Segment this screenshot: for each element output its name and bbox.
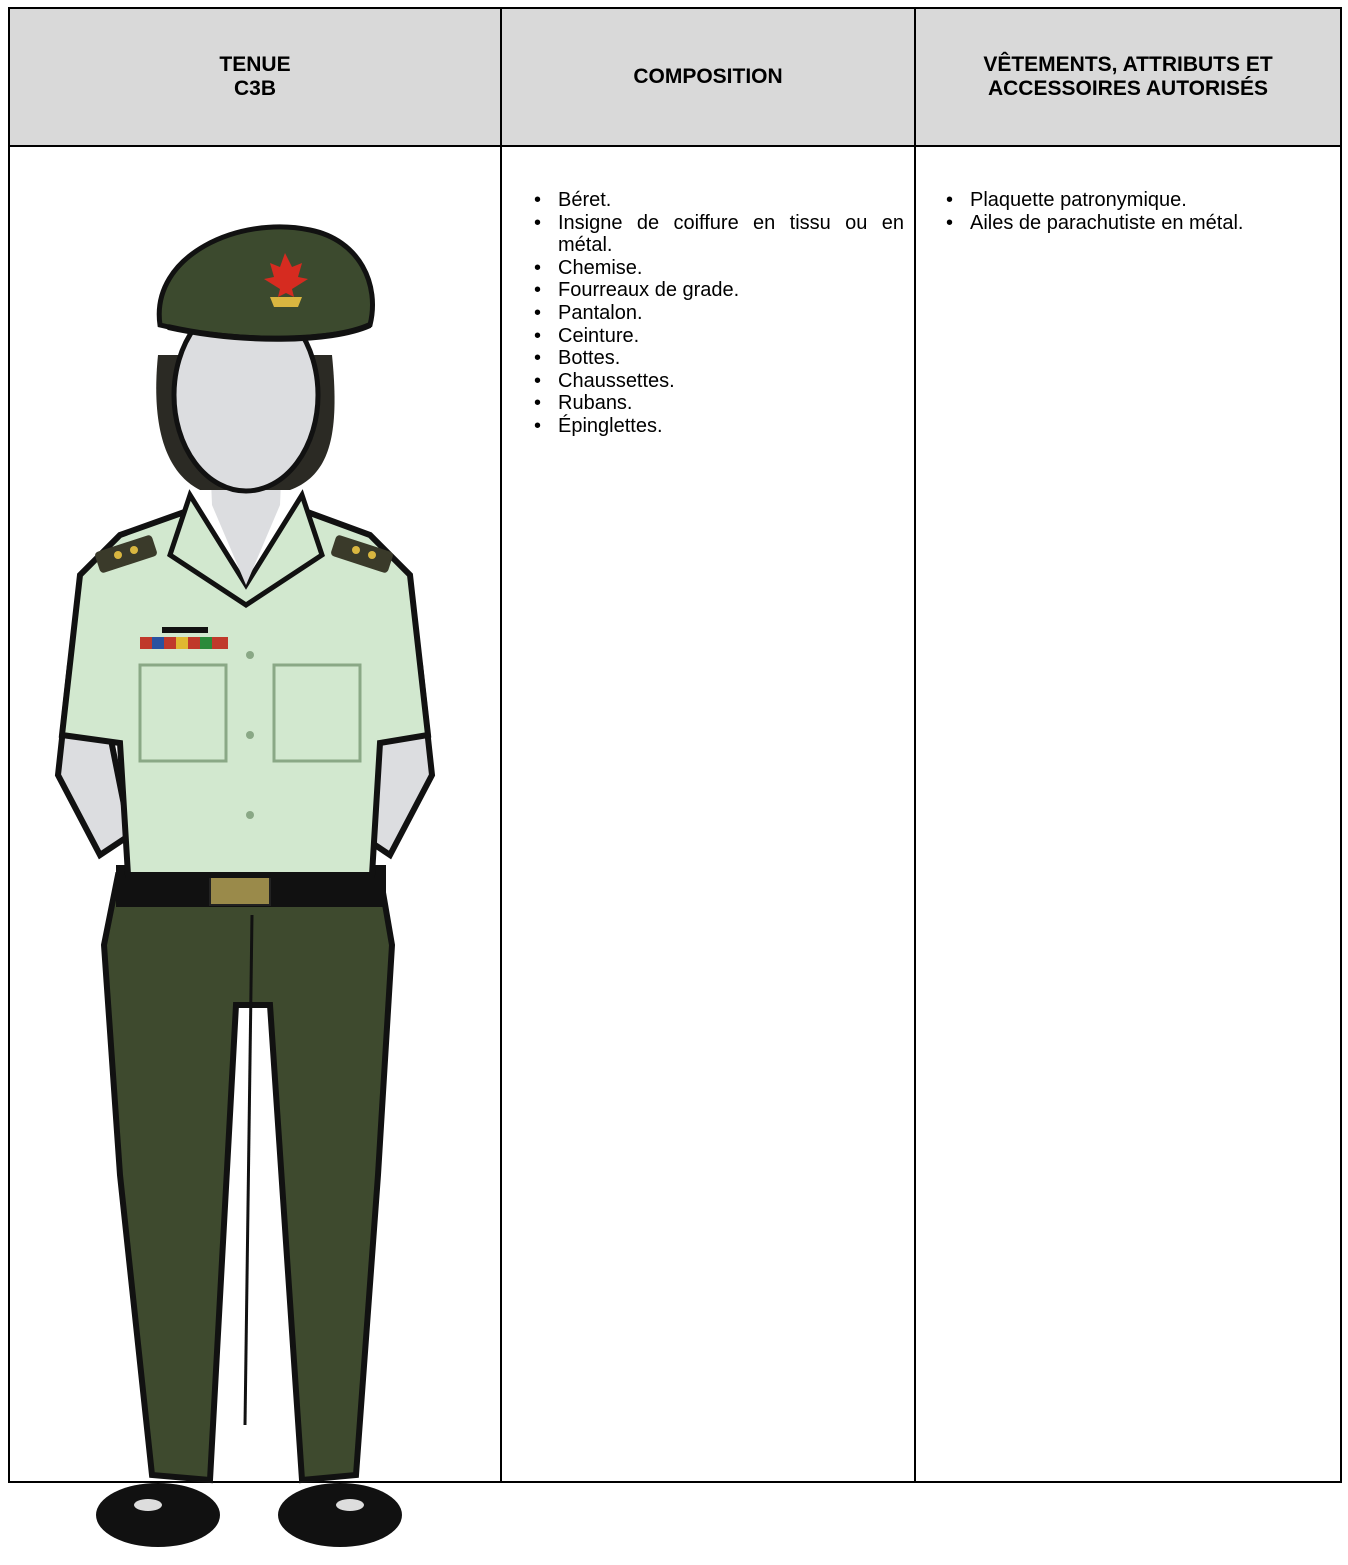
- list-item: [526, 212, 904, 257]
- header-dress: [9, 8, 501, 146]
- rank-pip-right-2: [368, 551, 376, 559]
- bullet-icon: •: [534, 279, 542, 302]
- list-item-text: Épinglettes.: [558, 414, 663, 437]
- list-item: [526, 415, 904, 438]
- list-item: [526, 257, 904, 280]
- bullet-icon: •: [534, 211, 542, 234]
- beret: [159, 227, 372, 338]
- bullet-icon: •: [534, 414, 542, 437]
- bullet-icon: •: [534, 369, 542, 392]
- shirt-button-3: [246, 811, 254, 819]
- list-item-text: Ceinture.: [558, 324, 640, 347]
- header-row: [9, 8, 1341, 146]
- list-item: [526, 347, 904, 370]
- rank-pip-left: [114, 551, 122, 559]
- list-item-text: Chemise.: [558, 256, 643, 279]
- header-accessories: [915, 8, 1341, 146]
- rank-pip-left-2: [130, 546, 138, 554]
- list-item-text: Fourreaux de grade.: [558, 279, 740, 302]
- list-item-text: Pantalon.: [558, 301, 643, 324]
- list-item-text: Ailes de parachutiste en métal.: [970, 211, 1244, 234]
- left-boot: [96, 1483, 220, 1547]
- header-dress-line2: C3B: [233, 77, 276, 100]
- list-item: [526, 325, 904, 348]
- bullet-icon: •: [534, 256, 542, 279]
- header-dress-line1: TENUE: [219, 53, 291, 76]
- accessories-list: [938, 189, 1310, 234]
- list-item-text: Chaussettes.: [558, 369, 675, 392]
- list-item-text: Insigne de coiffure en tissu ou en métal.: [558, 211, 904, 257]
- figure-cell-top-rule: [10, 145, 432, 147]
- list-item: [526, 370, 904, 393]
- list-item: [526, 279, 904, 302]
- header-accessories-line1: VÊTEMENTS, ATTRIBUTS ET: [983, 53, 1273, 76]
- shirt-button-1: [246, 651, 254, 659]
- list-item-text: Bottes.: [558, 347, 621, 370]
- rank-pip-right: [352, 546, 360, 554]
- bullet-icon: •: [946, 211, 954, 234]
- dress-table: [8, 7, 1342, 1483]
- list-item: [526, 392, 904, 415]
- list-item-text: Plaquette patronymique.: [970, 189, 1187, 211]
- right-boot: [278, 1483, 402, 1547]
- header-composition: COMPOSITION: [501, 8, 915, 146]
- boot-shine-left: [134, 1499, 162, 1511]
- content-row: [9, 146, 1341, 1482]
- composition-cell: [501, 146, 915, 1482]
- bullet-icon: •: [534, 392, 542, 415]
- bullet-icon: •: [946, 189, 954, 211]
- header-accessories-line2: ACCESSOIRES AUTORISÉS: [987, 77, 1269, 100]
- uniform-figure-image: [40, 175, 450, 1565]
- list-item: [938, 189, 1310, 212]
- list-item: [938, 212, 1310, 235]
- boot-shine-right: [336, 1499, 364, 1511]
- ribbon-stripe-blue: [152, 637, 164, 649]
- bullet-icon: •: [534, 301, 542, 324]
- bullet-icon: •: [534, 189, 542, 211]
- figure-cell: [9, 146, 501, 1482]
- ribbon-stripe-gold: [176, 637, 188, 649]
- list-item-text: Béret.: [558, 189, 612, 211]
- name-tag: [162, 627, 208, 633]
- ribbon-stripe-green: [200, 637, 212, 649]
- composition-list: [526, 189, 904, 438]
- bullet-icon: •: [534, 347, 542, 370]
- list-item: [526, 189, 904, 212]
- list-item: [526, 302, 904, 325]
- accessories-cell: [915, 146, 1341, 1482]
- shirt-button-2: [246, 731, 254, 739]
- badge-scroll: [270, 297, 302, 307]
- bullet-icon: •: [534, 324, 542, 347]
- list-item-text: Rubans.: [558, 392, 633, 415]
